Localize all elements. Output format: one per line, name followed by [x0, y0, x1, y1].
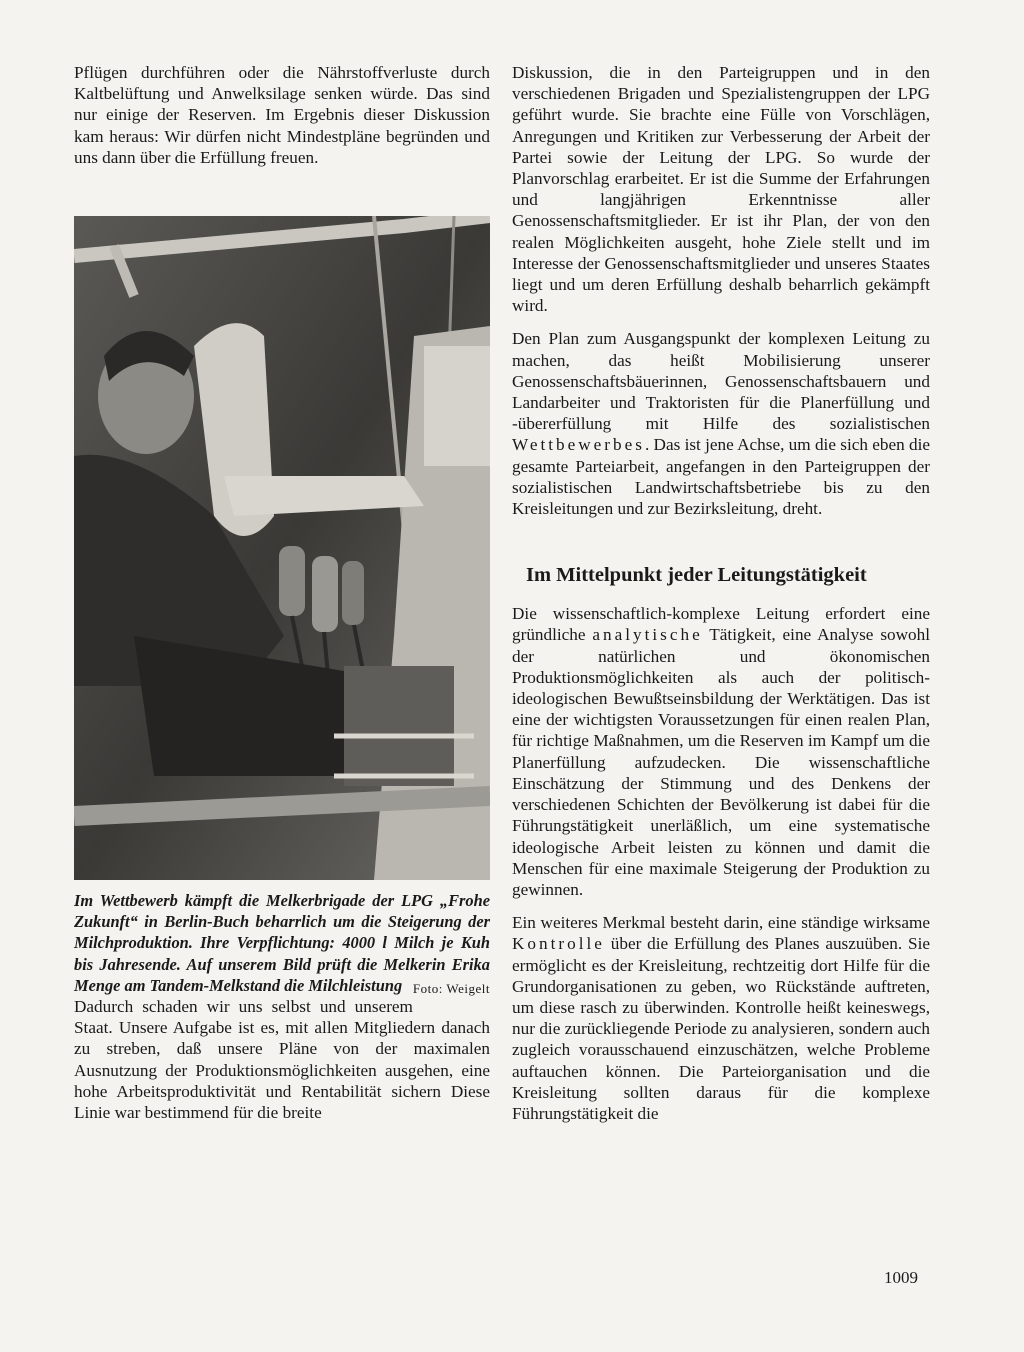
p4-spaced-word: Kontrolle — [512, 934, 605, 954]
photo-caption — [74, 890, 490, 996]
right-paragraph-3 — [512, 603, 930, 900]
section-heading: Im Mittelpunkt jeder Leitungstätigkeit — [526, 564, 867, 587]
p2-spaced-word: Wettbewerbes — [512, 435, 645, 455]
page-number: 1009 — [884, 1268, 918, 1287]
photo-credit: Foto: Weigelt — [412, 980, 490, 996]
p2-part-a: Den Plan zum Ausgangspunkt der komplexen Leitung zu machen, das heißt Mobilisierung unserer Genossenschaftsbäuerinnen, Genossenschaftsbauern und Landarbeiter und Traktoristen für die Planerfüllung und -übererfüllung mit Hilfe des sozialistischen — [512, 329, 930, 434]
p3-part-a: Die wissenschaftlich-komplexe Leitung erfordert eine gründliche — [512, 604, 930, 645]
caption-text: Im Wettbewerb kämpft die Melkerbrigade der LPG „Frohe Zukunft“ in Berlin-Buch beharrlich um die Steigerung der Milchproduktion. Ihre Verpflichtung: 4000 l Milch je Kuh bis Jahresende. Auf unserem Bild prüft die Melkerin Erika Menge am Tandem-Melkstand die Milchleistung — [74, 891, 490, 995]
left-paragraph-2: Dadurch schaden wir uns selbst und unserem Staat. Unsere Aufgabe ist es, mit allen Mitgliedern danach zu streben, daß unsere Pläne von der maximalen Ausnutzung der Produktionsmöglichkeiten ausgehen, eine hohe Arbeitsproduktivität und Rentabilität sichern Diese Linie war bestimmend für die breite — [74, 997, 490, 1123]
p4-part-b: über die Erfüllung des Planes auszuüben. Sie ermöglicht es der Kreisleitung, rechtzeitig dort Hilfe für die Grundorganisationen zu geben, wo Rückstände auftreten, um diese rasch zu überwinden. Kontrolle heißt keineswegs, nur die zurückliegende Periode zu analysieren, sondern auch zugleich vorausschauend einzuschätzen, welche Probleme auftauchen können. Die Parteiorganisation und die Kreisleitung sollten daraus für die komplexe Führungstätigkeit die — [512, 934, 930, 1123]
right-paragraph-2 — [512, 328, 930, 519]
p2-part-b: . Das ist jene Achse, um die sich eben die gesamte Parteiarbeit, angefangen in den Parteigruppen der sozialistischen Landwirtschaftsbetriebe bis zu den Kreisleitungen und zur Bezirksleitung, dreht. — [512, 435, 930, 519]
left-column — [74, 62, 490, 1135]
p3-part-b: Tätigkeit, eine Analyse sowohl der natürlichen und ökonomischen Produktionsmöglichkeiten als auch der politisch-ideologischen Bewußtseinsbildung der Werktätigen. Das ist eine der wichtigsten Voraussetzungen für einen realen Plan, für richtige Maßnahmen, um die Reserven im Kampf um die Planerfüllung aufzudecken. Die wissenschaftliche Einschätzung der Stimmung und des Denkens der verschiedenen Schichten der Bevölkerung ist dabei für die Führungstätigkeit unerläßlich, um eine systematische ideologische Arbeit leisten zu können und damit die Menschen für eine maximale Steigerung der Produktion zu gewinnen. — [512, 625, 930, 899]
left-paragraph-1: Pflügen durchführen oder die Nährstoffverluste durch Kaltbelüftung und Anwelksilage senken würde. Das sind nur einige der Reserven. Im Ergebnis dieser Diskussion kam heraus: Wir dürfen nicht Mindestpläne begründen und uns dann über die Erfüllung freuen. — [74, 63, 490, 167]
p4-part-a: Ein weiteres Merkmal besteht darin, eine ständige wirksame — [512, 913, 930, 933]
right-column — [512, 62, 930, 1136]
p3-spaced-word: analytische — [592, 625, 703, 645]
milking-photo — [74, 216, 490, 880]
right-paragraph-4 — [512, 912, 930, 1124]
right-paragraph-1: Diskussion, die in den Parteigruppen und in den verschiedenen Brigaden und Spezialistengruppen der LPG geführt wurde. Sie brachte eine Fülle von Vorschlägen, Anregungen und Kritiken zur Verbesserung der Arbeit der Partei sowie der Leitung der LPG. So wurde der Planvorschlag erarbeitet. Er ist die Summe der Erfahrungen und langjährigen Erkenntnisse aller Genossenschaftsmitglieder. Er ist ihr Plan, der von den realen Möglichkeiten ausgeht, hohe Ziele stellt und im Interesse der Genossenschaftsmitglieder und unseres Staates liegt und um deren Erfüllung deshalb beharrlich gekämpft wird. — [512, 63, 930, 316]
